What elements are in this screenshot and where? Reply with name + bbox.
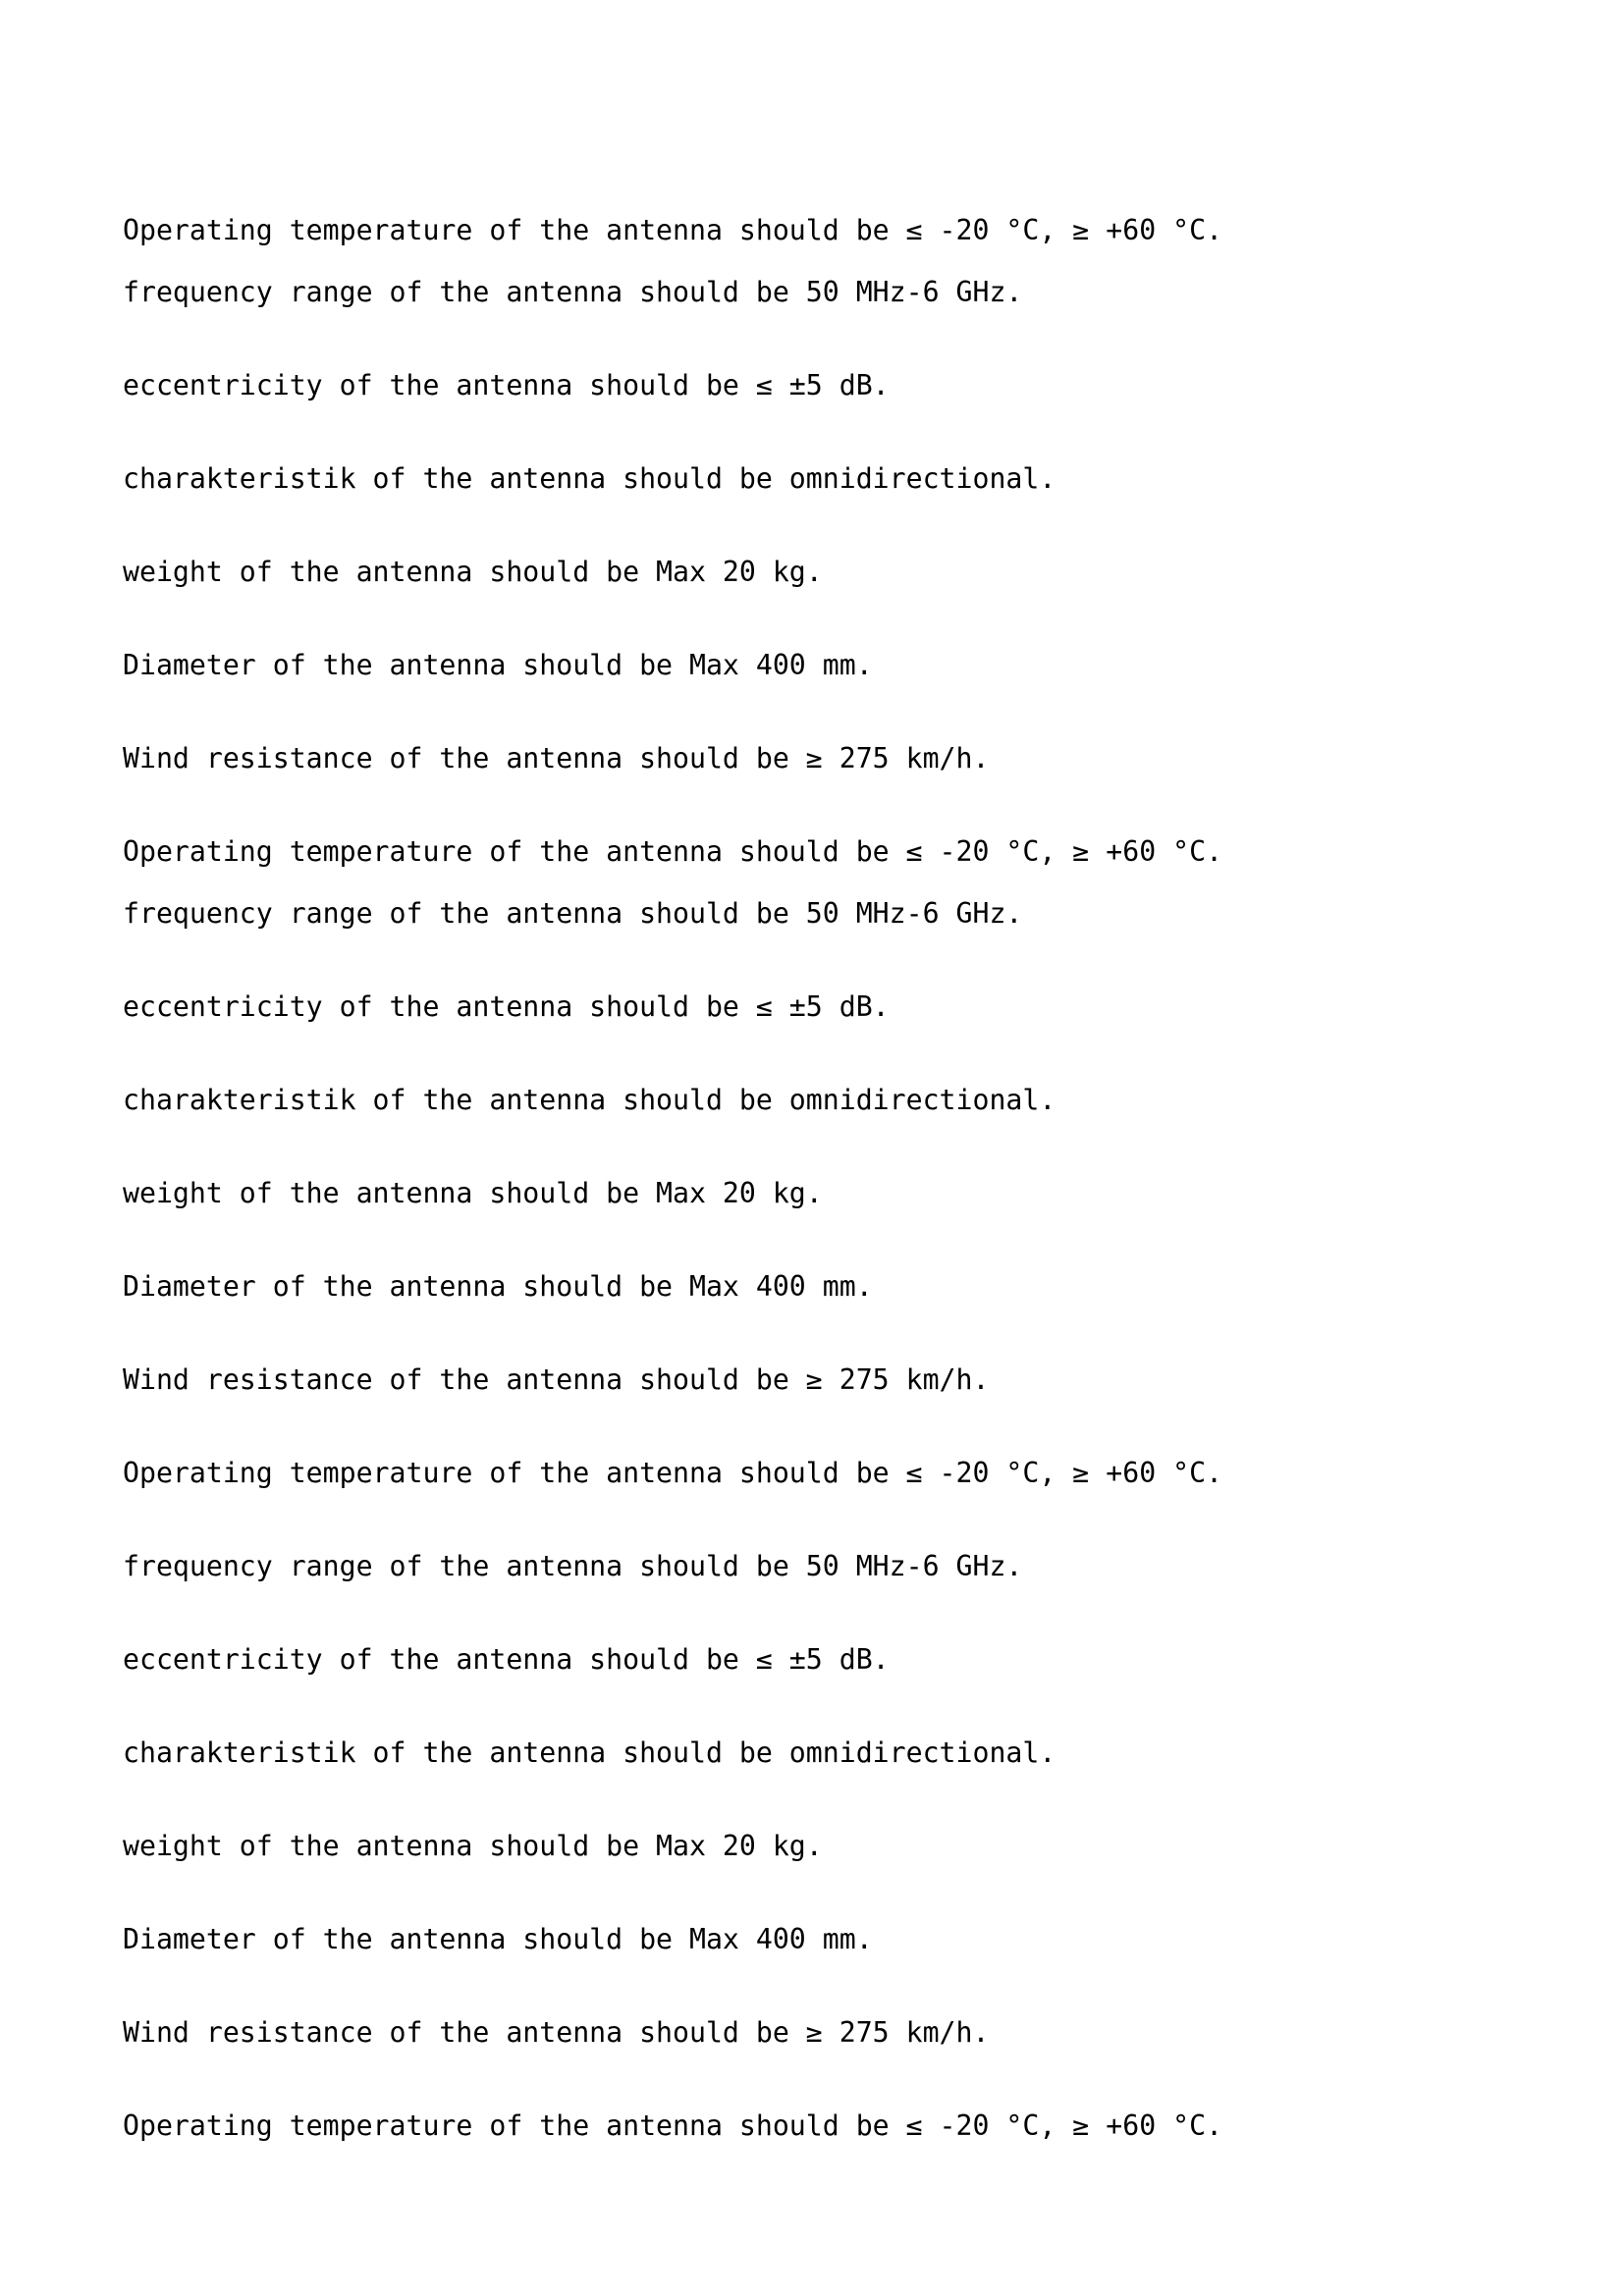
document-line: eccentricity of the antenna should be ≤ ±5 dB. bbox=[123, 990, 890, 1023]
paragraph bbox=[123, 1722, 1565, 1784]
paragraph bbox=[123, 448, 1565, 509]
paragraph bbox=[123, 1535, 1565, 1597]
document-line: Diameter of the antenna should be Max 400 mm. bbox=[123, 649, 873, 681]
document-line: frequency range of the antenna should be 50 MHz-6 GHz. bbox=[123, 897, 1023, 930]
paragraph bbox=[123, 1442, 1565, 1504]
document-line: eccentricity of the antenna should be ≤ ±5 dB. bbox=[123, 1643, 890, 1676]
paragraph bbox=[123, 1069, 1565, 1131]
document-line: Operating temperature of the antenna should be ≤ -20 °C, ≥ +60 °C. bbox=[123, 835, 1223, 868]
paragraph bbox=[123, 2095, 1565, 2157]
paragraph bbox=[123, 354, 1565, 416]
document-line: charakteristik of the antenna should be omnidirectional. bbox=[123, 1084, 1056, 1116]
paragraph bbox=[123, 821, 1565, 944]
document-line: Operating temperature of the antenna should be ≤ -20 °C, ≥ +60 °C. bbox=[123, 214, 1223, 246]
document-content bbox=[123, 199, 1565, 2157]
document-line: charakteristik of the antenna should be omnidirectional. bbox=[123, 1736, 1056, 1769]
paragraph bbox=[123, 1255, 1565, 1317]
paragraph bbox=[123, 199, 1565, 323]
document-line: charakteristik of the antenna should be omnidirectional. bbox=[123, 462, 1056, 495]
document-line: Wind resistance of the antenna should be ≥ 275 km/h. bbox=[123, 742, 990, 774]
paragraph bbox=[123, 634, 1565, 696]
document-line: frequency range of the antenna should be 50 MHz-6 GHz. bbox=[123, 1550, 1023, 1582]
paragraph bbox=[123, 1908, 1565, 1970]
document-line: weight of the antenna should be Max 20 kg. bbox=[123, 1177, 823, 1209]
document-line: Wind resistance of the antenna should be ≥ 275 km/h. bbox=[123, 1363, 990, 1396]
document-line: frequency range of the antenna should be 50 MHz-6 GHz. bbox=[123, 276, 1023, 308]
paragraph bbox=[123, 976, 1565, 1038]
document-line: Operating temperature of the antenna should be ≤ -20 °C, ≥ +60 °C. bbox=[123, 1457, 1223, 1489]
document-line: Diameter of the antenna should be Max 400 mm. bbox=[123, 1270, 873, 1303]
paragraph bbox=[123, 1629, 1565, 1690]
paragraph bbox=[123, 541, 1565, 603]
document-line: weight of the antenna should be Max 20 kg. bbox=[123, 1830, 823, 1862]
paragraph bbox=[123, 1162, 1565, 1224]
paragraph bbox=[123, 1815, 1565, 1877]
document-line: Operating temperature of the antenna should be ≤ -20 °C, ≥ +60 °C. bbox=[123, 2109, 1223, 2142]
document-line: Wind resistance of the antenna should be ≥ 275 km/h. bbox=[123, 2016, 990, 2049]
paragraph bbox=[123, 727, 1565, 789]
document-line: weight of the antenna should be Max 20 kg. bbox=[123, 556, 823, 588]
document-line: eccentricity of the antenna should be ≤ ±5 dB. bbox=[123, 369, 890, 401]
paragraph bbox=[123, 2002, 1565, 2063]
document-line: Diameter of the antenna should be Max 400 mm. bbox=[123, 1923, 873, 1955]
paragraph bbox=[123, 1349, 1565, 1411]
